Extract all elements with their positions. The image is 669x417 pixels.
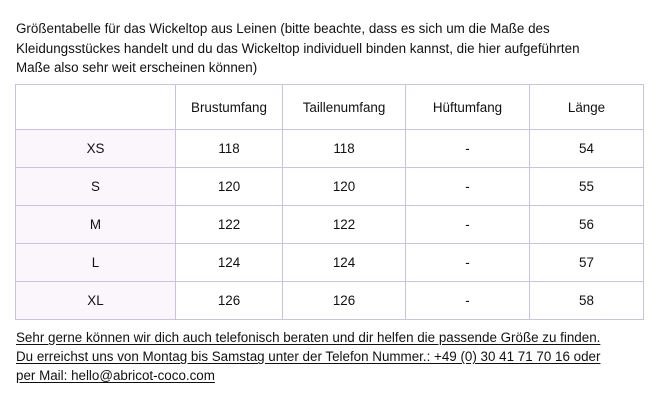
size-cell: S <box>16 168 176 206</box>
taillenumfang-cell: 120 <box>283 168 406 206</box>
table-header-row <box>16 85 644 130</box>
header-taillenumfang: Taillenumfang <box>283 85 406 130</box>
hueftumfang-cell: - <box>406 168 530 206</box>
brustumfang-cell: 118 <box>176 130 283 168</box>
header-brustumfang: Brustumfang <box>176 85 283 130</box>
table-row <box>16 130 644 168</box>
size-table <box>15 84 644 320</box>
brustumfang-cell: 126 <box>176 282 283 320</box>
taillenumfang-cell: 118 <box>283 130 406 168</box>
brustumfang-cell: 120 <box>176 168 283 206</box>
size-cell: L <box>16 244 176 282</box>
brustumfang-cell: 122 <box>176 206 283 244</box>
intro-line-3: Maße also sehr weit erscheinen können) <box>16 60 258 75</box>
header-laenge: Länge <box>530 85 644 130</box>
size-cell: XS <box>16 130 176 168</box>
table-row <box>16 244 644 282</box>
table-row <box>16 206 644 244</box>
taillenumfang-cell: 122 <box>283 206 406 244</box>
footer-line-1: Sehr gerne können wir dich auch telefonisch beraten und dir helfen die passende Größe zu finden. <box>16 330 601 345</box>
laenge-cell: 55 <box>530 168 644 206</box>
laenge-cell: 58 <box>530 282 644 320</box>
laenge-cell: 57 <box>530 244 644 282</box>
brustumfang-cell: 124 <box>176 244 283 282</box>
hueftumfang-cell: - <box>406 206 530 244</box>
table-row <box>16 168 644 206</box>
contact-footer <box>16 328 656 385</box>
taillenumfang-cell: 124 <box>283 244 406 282</box>
size-cell: XL <box>16 282 176 320</box>
table-row <box>16 282 644 320</box>
laenge-cell: 56 <box>530 206 644 244</box>
intro-line-2: Kleidungsstückes handelt und du das Wickeltop individuell binden kannst, die hier aufgeführten <box>16 40 580 56</box>
hueftumfang-cell: - <box>406 282 530 320</box>
header-size <box>16 85 176 130</box>
intro-line-1: Größentabelle für das Wickeltop aus Leinen (bitte beachte, dass es sich um die Maße des <box>16 21 550 36</box>
laenge-cell: 54 <box>530 130 644 168</box>
size-cell: M <box>16 206 176 244</box>
intro-text <box>16 19 656 78</box>
hueftumfang-cell: - <box>406 130 530 168</box>
header-hueftumfang: Hüftumfang <box>406 85 530 130</box>
taillenumfang-cell: 126 <box>283 282 406 320</box>
footer-line-3: per Mail: hello@abricot-coco.com <box>16 368 215 383</box>
hueftumfang-cell: - <box>406 244 530 282</box>
footer-line-2: Du erreichst uns von Montag bis Samstag unter der Telefon Nummer.: +49 (0) 30 41 71 70 16 oder <box>16 349 601 364</box>
